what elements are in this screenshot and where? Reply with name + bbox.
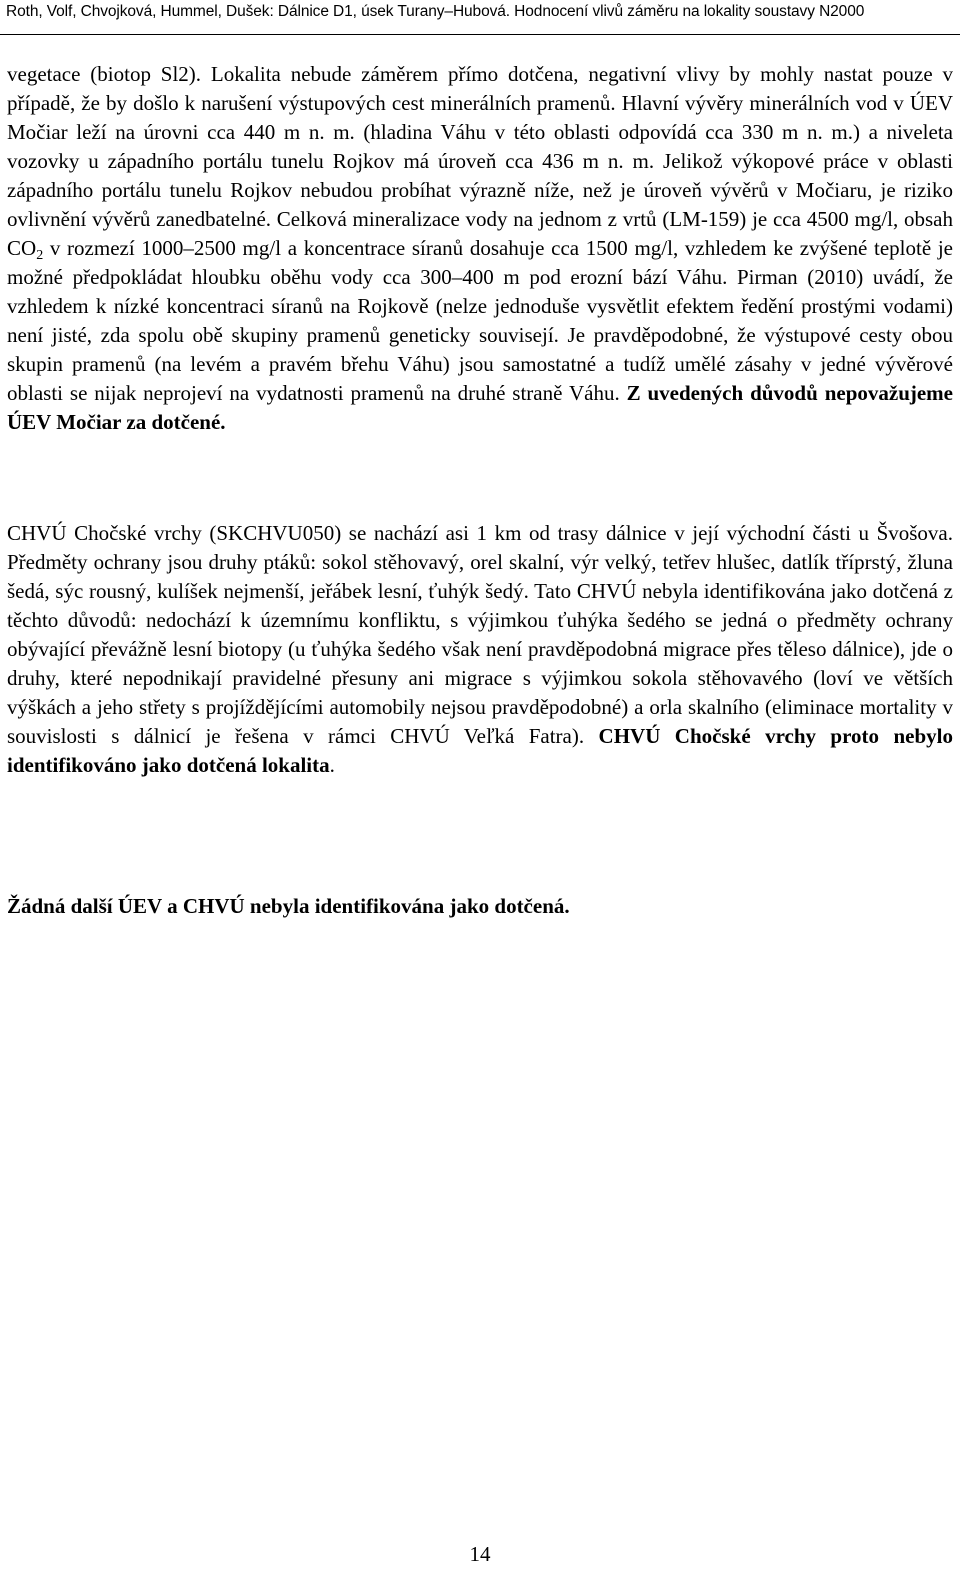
paragraph-chvu-conclusion: CHVÚ Chočské vrchy proto nebylo identifikováno jako dotčená lokalita [7,724,953,777]
paragraph-uev-mociar-conclusion: Z uvedených důvodů nepovažujeme ÚEV Močiar za dotčené. [7,381,953,434]
paragraph-uev-mociar [7,60,953,437]
header-rule [0,34,960,35]
paragraph-uev-mociar-text-1: vegetace (biotop Sl2). Lokalita nebude záměrem přímo dotčena, negativní vlivy by mohly nastat pouze v případě, že by došlo k narušení výstupových cest minerálních pramenů. Hlavní vývěry minerálních vod v ÚEV Močiar leží na úrovni cca 440 m n. m. (hladina Váhu v této oblasti odpovídá cca 330 m n. m.) a niveleta vozovky u západního portálu tunelu Rojkov má úroveň cca 436 m n. m. Jelikož výkopové práce v oblasti západního portálu tunelu Rojkov nebudou probíhat výrazně níže, než je úroveň vývěrů v Močiaru, je riziko ovlivnění vývěrů zanedbatelné. Celková mineralizace vody na jednom z vrtů (LM-159) je cca 4500 mg/l, obsah CO [7,62,953,260]
paragraph-uev-mociar-text-2: v rozmezí 1000–2500 mg/l a koncentrace síranů dosahuje cca 1500 mg/l, vzhledem ke zvýšené teplotě je možné předpokládat hloubku oběhu vody cca 300–400 m pod erozní bází Váhu. Pirman (2010) uvádí, že vzhledem k nízké koncentraci síranů na Rojkově (nelze jednoduše vysvětlit efektem ředění prostými vodami) není jisté, zda spolu obě skupiny pramenů geneticky souvisejí. Je pravděpodobné, že výstupové cesty obou skupin pramenů (na levém a pravém břehu Váhu) jsou samostatné a tudíž umělé zásahy v jedné vývěrové oblasti se nijak neprojeví na vydatnosti pramenů na druhé straně Váhu. [7,236,953,405]
paragraph-chvu-chocske-vrchy [7,519,953,780]
running-header: Roth, Volf, Chvojková, Hummel, Dušek: Dálnice D1, úsek Turany–Hubová. Hodnocení vlivů záměru na lokality soustavy N2000 [6,3,865,20]
final-statement: Žádná další ÚEV a CHVÚ nebyla identifikována jako dotčená. [7,894,570,918]
paragraph-chvu-text: CHVÚ Chočské vrchy (SKCHVU050) se nachází asi 1 km od trasy dálnice v její východní části u Švošova. Předměty ochrany jsou druhy ptáků: sokol stěhovavý, orel skalní, výr velký, tetřev hlušec, datlík tříprstý, žluna šedá, sýc rousný, kulíšek nejmenší, jeřábek lesní, ťuhýk šedý. Tato CHVÚ nebyla identifikována jako dotčená z těchto důvodů: nedochází k územnímu konfliktu, s výjimkou ťuhýka šedého se jedná o předměty ochrany obývající převážně lesní biotopy (u ťuhýka šedého však není pravděpodobná migrace přes těleso dálnice), jde o druhy, které nepodnikají pravidelné přesuny ani migrace s výjimkou sokola stěhovavého (loví ve větších výškách a jeho střety s projíždějícími automobily nejsou pravděpodobné) a orla skalního (eliminace mortality v souvislosti s dálnicí je řešena v rámci CHVÚ Veľká Fatra). [7,521,953,748]
page-number: 14 [469,1542,491,1566]
paragraph-chvu-period: . [329,753,335,777]
co2-subscript: 2 [36,248,44,263]
